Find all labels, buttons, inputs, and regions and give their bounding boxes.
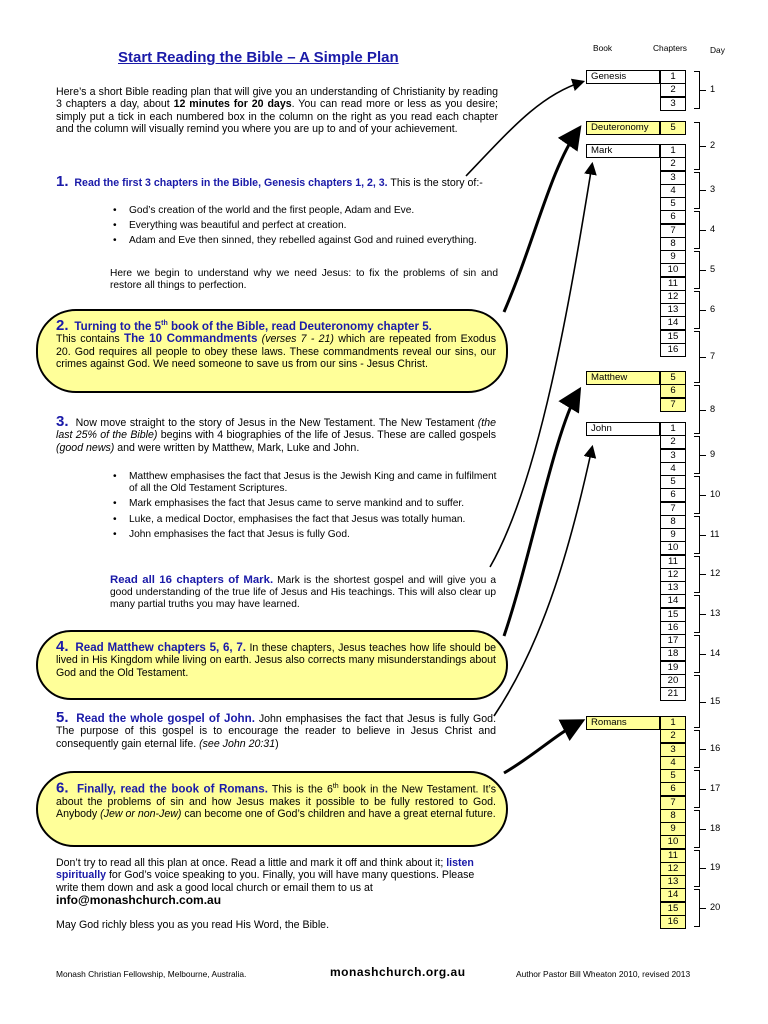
chapter-box-john-20[interactable]: 20 <box>660 674 686 688</box>
chapter-box-john-7[interactable]: 7 <box>660 502 686 516</box>
day-label: 8 <box>710 403 716 414</box>
chapter-box-john-12[interactable]: 12 <box>660 568 686 582</box>
section-3-italic-2: (good news) <box>56 441 115 454</box>
chapter-box-romans-15[interactable]: 15 <box>660 902 686 916</box>
chapter-box-john-4[interactable]: 4 <box>660 462 686 476</box>
book-genesis: Genesis <box>586 70 660 84</box>
arrow-john <box>494 448 592 716</box>
chapter-box-romans-5[interactable]: 5 <box>660 769 686 783</box>
intro-bold: 12 minutes for 20 days <box>173 98 292 111</box>
chapter-box-romans-16[interactable]: 16 <box>660 915 686 929</box>
section-3-text-3: and were written by Matthew, Mark, Luke and John. <box>114 441 360 454</box>
mark-heading: Read all 16 chapters of Mark. <box>110 574 274 586</box>
day-label: 18 <box>710 822 721 833</box>
list-item: • God’s creation of the world and the first people, Adam and Eve. <box>111 205 497 217</box>
day-label: 16 <box>710 743 721 754</box>
day-label: 10 <box>710 488 721 499</box>
closing-text-2: for God’s voice speaking to you. Finally, you will have many questions. Please write them down and ask a good local church or email them to us at <box>56 869 475 894</box>
day-label: 14 <box>710 647 721 658</box>
chapter-box-john-21[interactable]: 21 <box>660 687 686 701</box>
section-6-heading: Finally, read the book of Romans. <box>76 782 268 796</box>
list-item: • John emphasises the fact that Jesus is fully God. <box>111 529 497 541</box>
day-label: 6 <box>710 303 716 314</box>
chapter-box-john-16[interactable]: 16 <box>660 621 686 635</box>
page-title: Start Reading the Bible – A Simple Plan <box>118 49 399 66</box>
chapter-box-john-14[interactable]: 14 <box>660 594 686 608</box>
chapter-box-john-18[interactable]: 18 <box>660 647 686 661</box>
chapter-box-mark-3[interactable]: 3 <box>660 171 686 185</box>
day-label: 4 <box>710 224 716 235</box>
chapter-box-john-13[interactable]: 13 <box>660 581 686 595</box>
chapter-box-romans-9[interactable]: 9 <box>660 822 686 836</box>
section-2-contains: This contains <box>56 333 124 346</box>
footer-left: Monash Christian Fellowship, Melbourne, Australia. <box>56 969 247 979</box>
book-mark: Mark <box>586 144 660 158</box>
day-label: 2 <box>710 139 716 150</box>
chapter-box-mark-11[interactable]: 11 <box>660 277 686 291</box>
listen-spiritually: listen spiritually <box>56 857 474 882</box>
book-john: John <box>586 422 660 436</box>
section-2-number: 2. <box>56 316 69 334</box>
day-label: 5 <box>710 263 716 274</box>
chapter-box-matthew-5[interactable]: 5 <box>660 371 686 385</box>
section-6-text-2: book in the New Testament. It’s about the problems of sin and how Jesus makes it possible to be fully restored to God. Anybody <box>56 783 497 821</box>
day-label: 1 <box>710 83 716 94</box>
chapter-box-romans-1[interactable]: 1 <box>660 716 686 730</box>
intro-text-end: . You can read more or less as you desire; simply put a tick in each numbered box in the column on the right as you read each chapter and the column will visually remind you where you are up to and of your achievement. <box>56 98 498 136</box>
section-6-text-3: can become one of God’s children and have a great eternal future. <box>181 808 496 821</box>
chapter-box-mark-4[interactable]: 4 <box>660 184 686 198</box>
section-1-heading: Read the first 3 chapters in the Bible, Genesis chapters 1, 2, 3. <box>74 177 388 189</box>
list-item: • Mark emphasises the fact that Jesus came to serve mankind and to suffer. <box>111 498 497 510</box>
chapter-box-john-19[interactable]: 19 <box>660 661 686 675</box>
day-label: 11 <box>710 528 720 539</box>
chapter-box-john-11[interactable]: 11 <box>660 555 686 569</box>
chapter-box-genesis-3[interactable]: 3 <box>660 97 686 111</box>
chapter-box-mark-7[interactable]: 7 <box>660 224 686 238</box>
list-item: • Luke, a medical Doctor, emphasises the fact that Jesus was totally human. <box>111 514 497 526</box>
section-3-text: Now move straight to the story of Jesus in the New Testament. The New Testament <box>75 417 478 429</box>
section-2-heading-end: book of the Bible, read Deuteronomy chapter 5. <box>167 319 432 333</box>
section-2-heading: Turning to the 5 <box>74 319 162 333</box>
day-header: Day <box>710 45 725 55</box>
chapter-box-mark-5[interactable]: 5 <box>660 197 686 211</box>
chapter-box-romans-3[interactable]: 3 <box>660 743 686 757</box>
chapter-box-genesis-2[interactable]: 2 <box>660 83 686 97</box>
section-2-heading-sup: th <box>161 320 168 327</box>
email-link[interactable]: info@monashchurch.com.au <box>56 893 222 908</box>
intro-text: Here’s a short Bible reading plan that will give you an understanding of Christianity by reading 3 chapters a day, about <box>56 86 498 111</box>
day-label: 20 <box>710 902 721 913</box>
chapter-box-john-9[interactable]: 9 <box>660 528 686 542</box>
blessing: May God richly bless you as you read His Word, the Bible. <box>56 919 330 931</box>
arrow-genesis <box>466 82 582 176</box>
chapter-box-romans-13[interactable]: 13 <box>660 875 686 889</box>
chapter-box-john-8[interactable]: 8 <box>660 515 686 529</box>
section-3-text-2: begins with 4 biographies of the life of Jesus. These are called gospels <box>157 429 496 442</box>
day-label: 12 <box>710 568 721 579</box>
section-6-text: This is the 6 <box>267 783 333 796</box>
chapter-box-mark-15[interactable]: 15 <box>660 330 686 344</box>
section-4-number: 4. <box>56 638 69 655</box>
section-6-sup: th <box>332 783 339 790</box>
chapter-box-deuteronomy-5[interactable]: 5 <box>660 121 686 135</box>
chapter-box-romans-8[interactable]: 8 <box>660 809 686 823</box>
chapter-box-john-15[interactable]: 15 <box>660 608 686 622</box>
day-label: 15 <box>710 695 721 706</box>
chapter-box-mark-12[interactable]: 12 <box>660 290 686 304</box>
section-5-ref-end: ) <box>275 737 279 750</box>
chapter-box-john-17[interactable]: 17 <box>660 634 686 648</box>
section-1-closing: Here we begin to understand why we need Jesus: to fix the problems of sin and restore all things to perfection. <box>110 268 498 292</box>
book-deuteronomy: Deuteronomy <box>586 121 660 135</box>
day-label: 9 <box>710 449 716 460</box>
chapter-box-john-1[interactable]: 1 <box>660 422 686 436</box>
chapter-box-romans-7[interactable]: 7 <box>660 796 686 810</box>
book-header: Book <box>593 43 613 53</box>
section-1-number: 1. <box>56 173 69 190</box>
chapter-box-john-10[interactable]: 10 <box>660 541 686 555</box>
chapter-box-mark-13[interactable]: 13 <box>660 303 686 317</box>
section-2-text: which are repeated from Exodus 20. God requires all people to obey these laws. These commandments reveal our sins, our crimes against God. We need someone to save us from our sins - Jesus Christ. <box>56 333 496 371</box>
chapter-box-romans-14[interactable]: 14 <box>660 888 686 902</box>
chapter-box-romans-4[interactable]: 4 <box>660 756 686 770</box>
chapter-box-mark-8[interactable]: 8 <box>660 237 686 251</box>
chapter-box-romans-2[interactable]: 2 <box>660 729 686 743</box>
chapter-box-john-5[interactable]: 5 <box>660 475 686 489</box>
chapter-box-matthew-6[interactable]: 6 <box>660 384 686 398</box>
book-romans: Romans <box>586 716 660 730</box>
section-6-italic: (Jew or non-Jew) <box>100 808 182 821</box>
list-item: • Matthew emphasises the fact that Jesus is the Jewish King and came in fulfilment of all the Old Testament Scriptures. <box>111 471 497 495</box>
chapter-box-john-3[interactable]: 3 <box>660 449 686 463</box>
chapter-box-romans-12[interactable]: 12 <box>660 862 686 876</box>
day-label: 7 <box>710 350 716 361</box>
section-5-heading: Read the whole gospel of John. <box>76 712 255 725</box>
closing-text: Don’t try to read all this plan at once. Read a little and mark it off and think about it; <box>56 857 447 869</box>
section-6-number: 6. <box>56 779 69 797</box>
section-4-heading: Read Matthew chapters 5, 6, 7. <box>75 641 247 654</box>
verses-ref: (verses 7 - 21) <box>257 333 334 346</box>
chapter-box-matthew-7[interactable]: 7 <box>660 398 686 412</box>
footer-website[interactable]: monashchurch.org.au <box>330 965 466 979</box>
arrow-deuteronomy <box>504 130 578 312</box>
chapter-box-mark-10[interactable]: 10 <box>660 263 686 277</box>
chapter-box-mark-14[interactable]: 14 <box>660 316 686 330</box>
list-item: • Adam and Eve then sinned, they rebelled against God and ruined everything. <box>111 235 497 247</box>
mark-text: Mark is the shortest gospel and will give you a good understanding of the true life of Jesus and His teachings. This will also clear up many partial truths you may have learned. <box>110 575 496 611</box>
section-1-tail: This is the story of:- <box>387 177 483 189</box>
chapter-box-romans-10[interactable]: 10 <box>660 835 686 849</box>
commandments-label: The 10 Commandments <box>124 332 258 346</box>
chapter-box-genesis-1[interactable]: 1 <box>660 70 686 84</box>
list-item: • Everything was beautiful and perfect at creation. <box>111 220 497 232</box>
chapter-box-mark-1[interactable]: 1 <box>660 144 686 158</box>
day-label: 19 <box>710 862 721 873</box>
day-label: 17 <box>710 782 721 793</box>
section-3-number: 3. <box>56 413 69 430</box>
chapter-box-john-6[interactable]: 6 <box>660 488 686 502</box>
section-4-text: In these chapters, Jesus teaches how life should be lived in His Kingdom while living on earth. Jesus also corrects many misunderstandings about God and the Old Testament. <box>56 642 496 679</box>
chapter-box-mark-6[interactable]: 6 <box>660 210 686 224</box>
section-5-number: 5. <box>56 709 69 726</box>
chapters-header: Chapters <box>653 43 687 53</box>
section-3-italic: (the last 25% of the Bible) <box>56 417 496 442</box>
section-5-text: John emphasises the fact that Jesus is fully God. The purpose of this gospel is to encourage the reader to believe in Jesus Christ and consequently gain eternal life. <box>56 713 497 750</box>
footer-right: Author Pastor Bill Wheaton 2010, revised 2013 <box>516 969 691 979</box>
chapter-box-romans-6[interactable]: 6 <box>660 782 686 796</box>
arrow-romans <box>504 722 580 773</box>
book-matthew: Matthew <box>586 371 660 385</box>
day-label: 13 <box>710 608 721 619</box>
day-label: 3 <box>710 184 716 195</box>
chapter-box-romans-11[interactable]: 11 <box>660 849 686 863</box>
section-5-ref: (see John 20:31 <box>199 737 276 750</box>
chapter-box-mark-9[interactable]: 9 <box>660 250 686 264</box>
chapter-box-mark-16[interactable]: 16 <box>660 343 686 357</box>
chapter-box-john-2[interactable]: 2 <box>660 435 686 449</box>
chapter-box-mark-2[interactable]: 2 <box>660 157 686 171</box>
